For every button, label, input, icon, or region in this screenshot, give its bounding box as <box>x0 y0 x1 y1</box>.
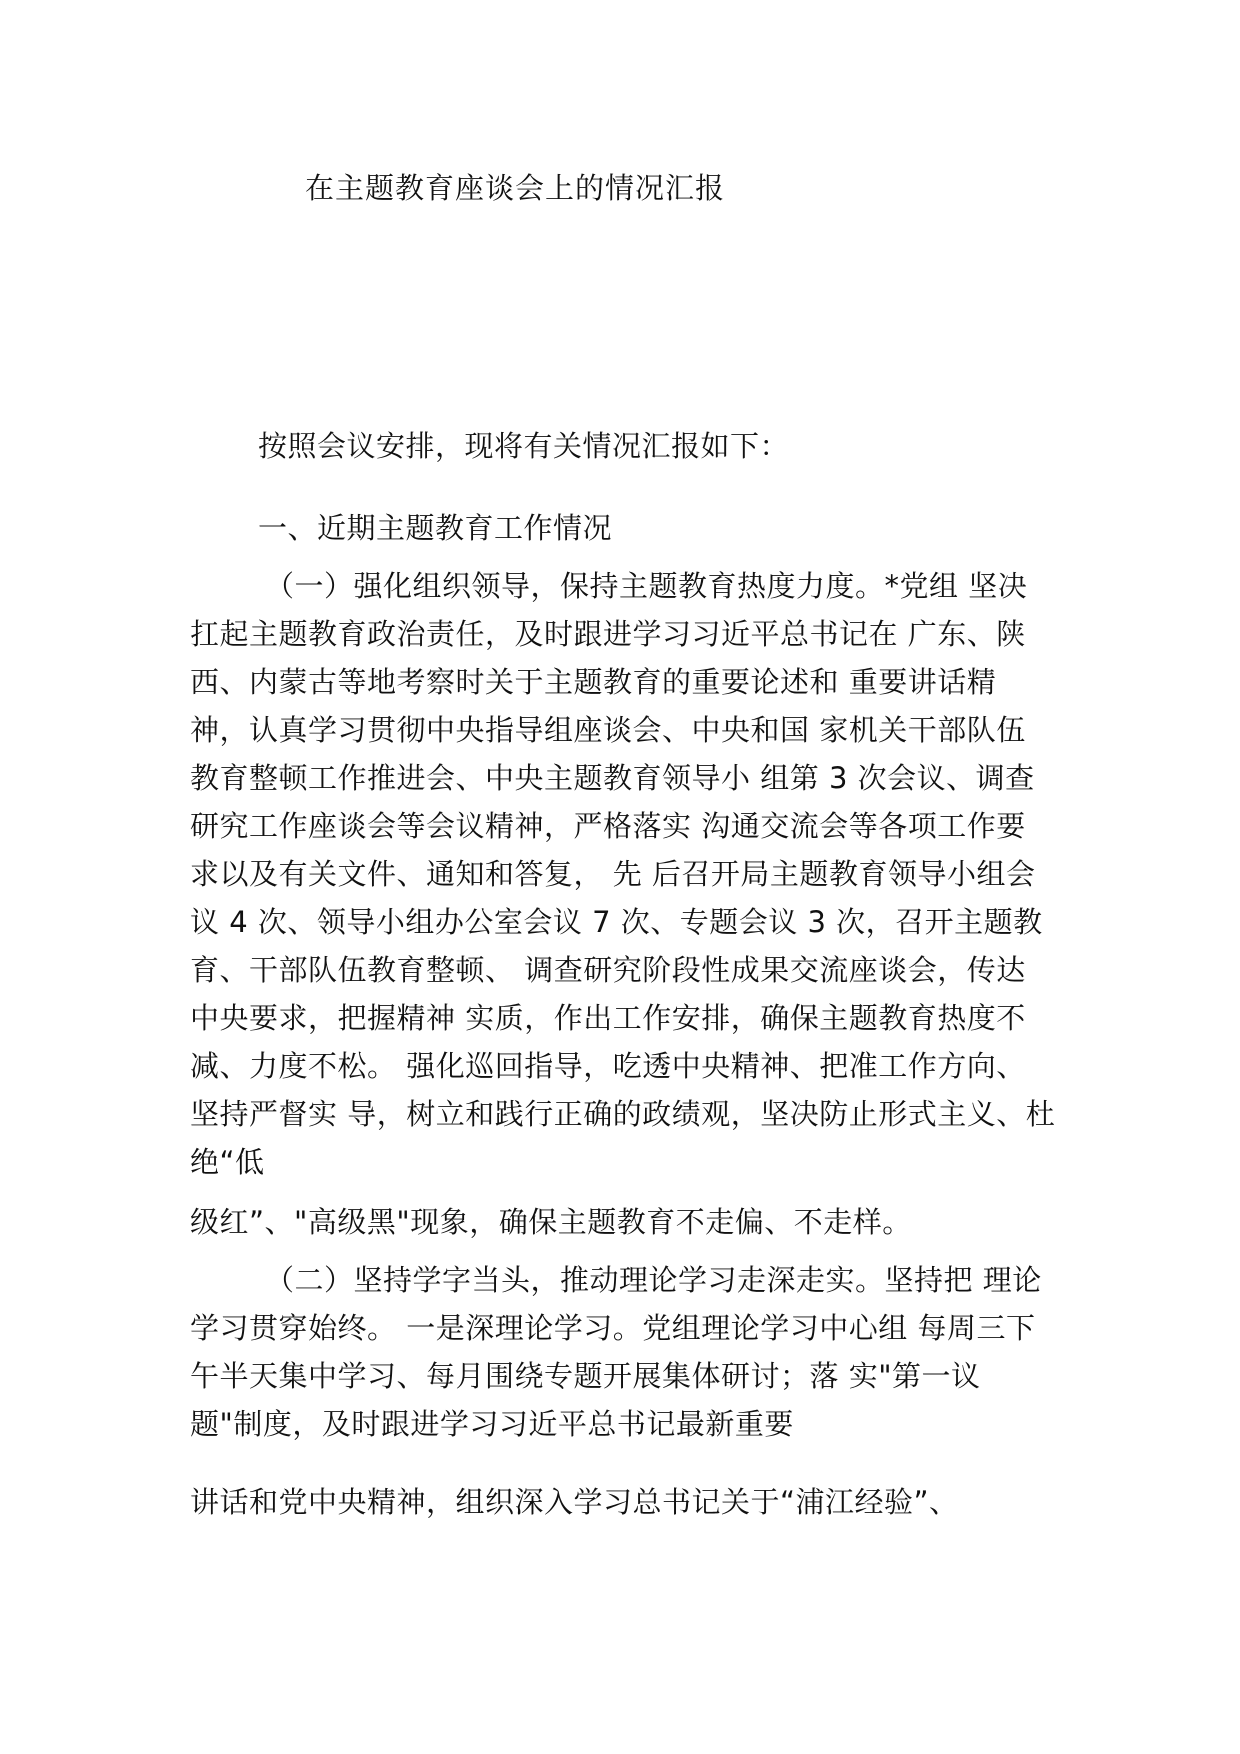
paragraph-line: 中央要求，把握精神 实质，作出工作安排，确保主题教育热度不 <box>190 1001 1026 1035</box>
paragraph-line: 育、干部队伍教育整顿、 调查研究阶段性成果交流座谈会，传达 <box>190 953 1026 987</box>
paragraph-line: 级红”、"高级黑"现象，确保主题教育不走偏、不走样。 <box>190 1205 912 1239</box>
paragraph-line: 按照会议安排，现将有关情况汇报如下： <box>258 429 790 463</box>
paragraph-line: 坚持严督实 导，树立和践行正确的政绩观，坚决防止形式主义、杜 <box>190 1097 1056 1131</box>
section-heading: 一、近期主题教育工作情况 <box>258 511 613 545</box>
paragraph-line: 议 4 次、领导小组办公室会议 7 次、专题会议 3 次，召开主题教 <box>190 905 1043 939</box>
paragraph-line: 午半天集中学习、每月围绕专题开展集体研讨；落 实"第一议 <box>190 1359 981 1393</box>
paragraph-line: 求以及有关文件、通知和答复， 先 后召开局主题教育领导小组会 <box>190 857 1036 891</box>
paragraph-line: 减、力度不松。 强化巡回指导，吃透中央精神、把准工作方向、 <box>190 1049 1026 1083</box>
paragraph-line: 扛起主题教育政治责任，及时跟进学习习近平总书记在 广东、陕 <box>190 617 1026 651</box>
paragraph-line: 研究工作座谈会等会议精神，严格落实 沟通交流会等各项工作要 <box>190 809 1026 843</box>
paragraph-line: 神，认真学习贯彻中央指导组座谈会、中央和国 家机关干部队伍 <box>190 713 1026 747</box>
paragraph-line: 西、内蒙古等地考察时关于主题教育的重要论述和 重要讲话精 <box>190 665 997 699</box>
paragraph-line: 教育整顿工作推进会、中央主题教育领导小 组第 3 次会议、调查 <box>190 761 1035 795</box>
paragraph-line: 题"制度，及时跟进学习习近平总书记最新重要 <box>190 1407 794 1441</box>
paragraph-line: 学习贯穿始终。 一是深理论学习。党组理论学习中心组 每周三下 <box>190 1311 1036 1345</box>
paragraph-line: （二）坚持学字当头，推动理论学习走深走实。坚持把 理论 <box>265 1263 1042 1297</box>
paragraph-line: 绝“低 <box>190 1145 265 1179</box>
paragraph-line: （一）强化组织领导，保持主题教育热度力度。*党组 坚决 <box>265 569 1028 603</box>
document-title: 在主题教育座谈会上的情况汇报 <box>305 171 726 205</box>
paragraph-line: 讲话和党中央精神，组织深入学习总书记关于“浦江经验”、 <box>190 1485 959 1519</box>
